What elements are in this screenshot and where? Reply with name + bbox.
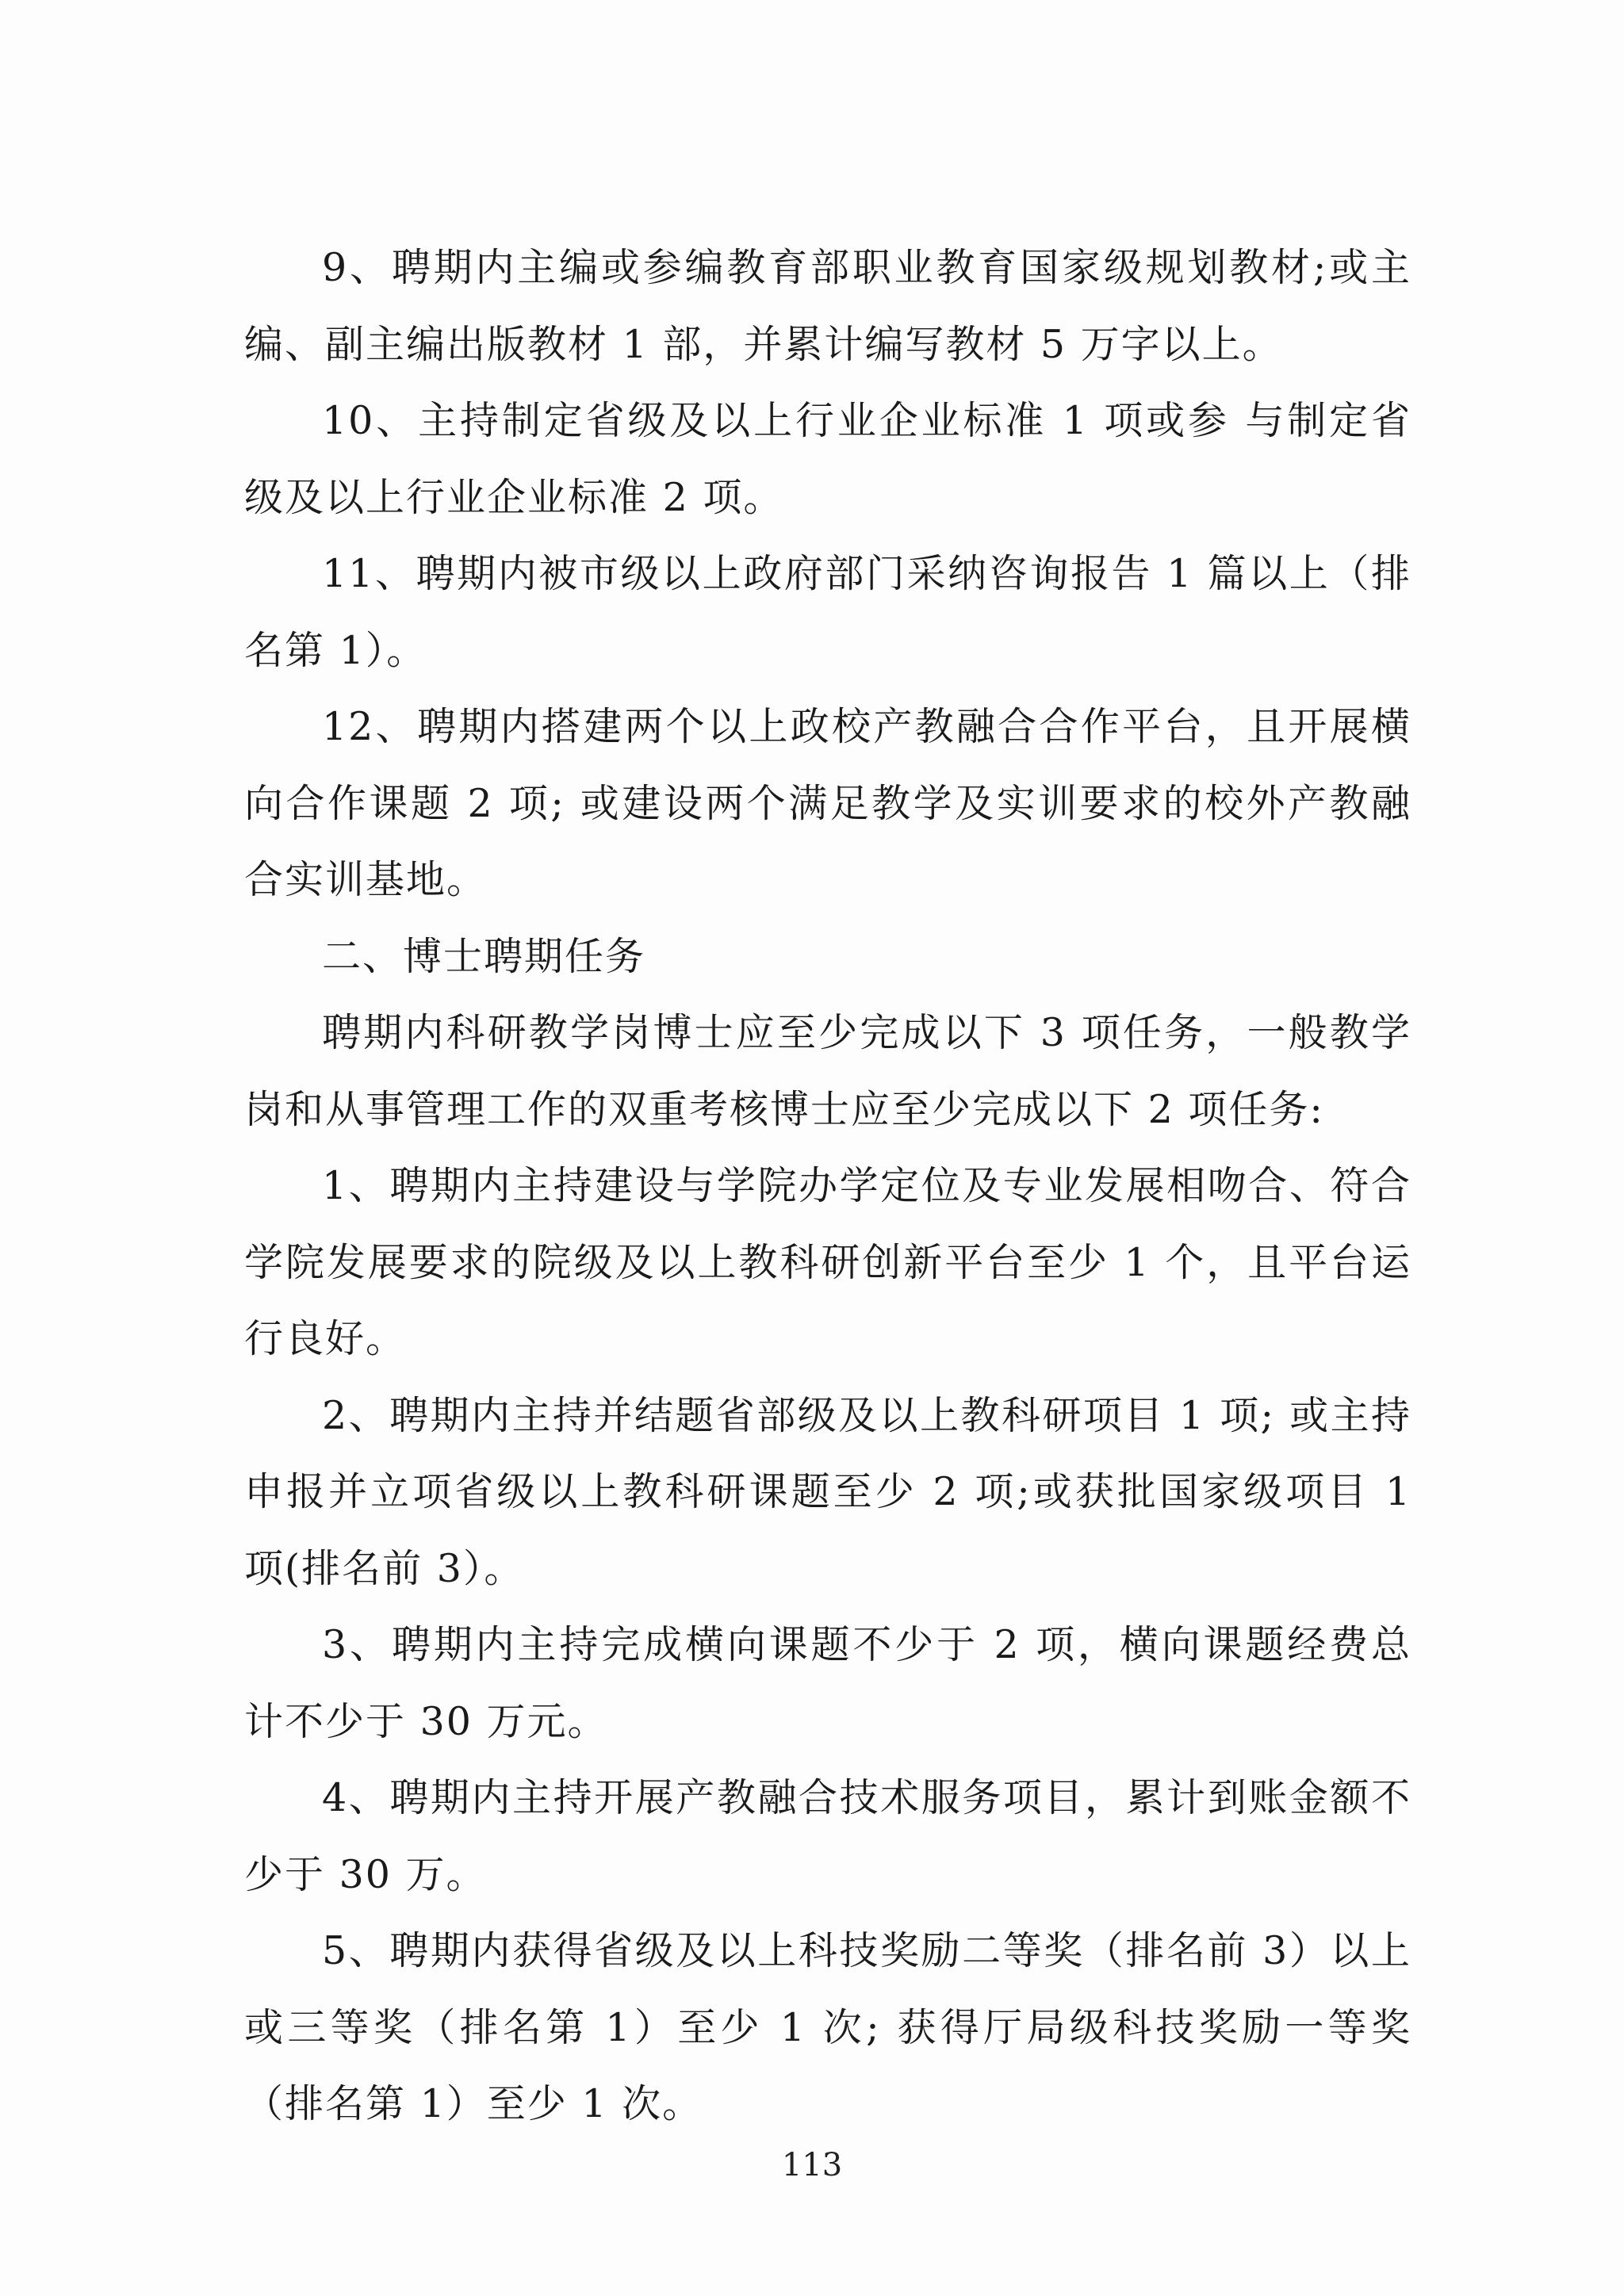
paragraph-task-5: 5、聘期内获得省级及以上科技奖励二等奖（排名前 3）以上或三等奖（排名第 1）至少 1 次; 获得厅局级科技奖励一等奖（排名第 1）至少 1 次。 xyxy=(244,1928,1411,2126)
paragraph-item-11: 11、聘期内被市级以上政府部门采纳咨询报告 1 篇以上（排名第 1）。 xyxy=(244,551,1411,673)
paragraph-section-intro: 聘期内科研教学岗博士应至少完成以下 3 项任务，一般教学岗和从事管理工作的双重考核博士应至少完成以下 2 项任务: xyxy=(244,1010,1411,1132)
page-number: 113 xyxy=(781,2147,843,2183)
document-body xyxy=(244,230,1411,2143)
paragraph-task-1: 1、聘期内主持建设与学院办学定位及专业发展相吻合、符合学院发展要求的院级及以上教科研创新平台至少 1 个，且平台运行良好。 xyxy=(244,1163,1411,1361)
paragraph-item-12: 12、聘期内搭建两个以上政校产教融合合作平台，且开展横向合作课题 2 项; 或建设两个满足教学及实训要求的校外产教融合实训基地。 xyxy=(244,704,1411,902)
paragraph-task-3: 3、聘期内主持完成横向课题不少于 2 项，横向课题经费总计不少于 30 万元。 xyxy=(244,1622,1411,1744)
paragraph-task-2: 2、聘期内主持并结题省部级及以上教科研项目 1 项; 或主持申报并立项省级以上教科研课题至少 2 项;或获批国家级项目 1 项(排名前 3）。 xyxy=(244,1392,1411,1591)
paragraph-item-10: 10、主持制定省级及以上行业企业标准 1 项或参 与制定省级及以上行业企业标准 2 项。 xyxy=(244,398,1411,520)
section-heading-doctor-tasks: 二、博士聘期任务 xyxy=(322,933,646,979)
paragraph-item-9: 9、聘期内主编或参编教育部职业教育国家级规划教材;或主编、副主编出版教材 1 部，并累计编写教材 5 万字以上。 xyxy=(244,245,1411,367)
paragraph-task-4: 4、聘期内主持开展产教融合技术服务项目，累计到账金额不少于 30 万。 xyxy=(244,1775,1411,1897)
